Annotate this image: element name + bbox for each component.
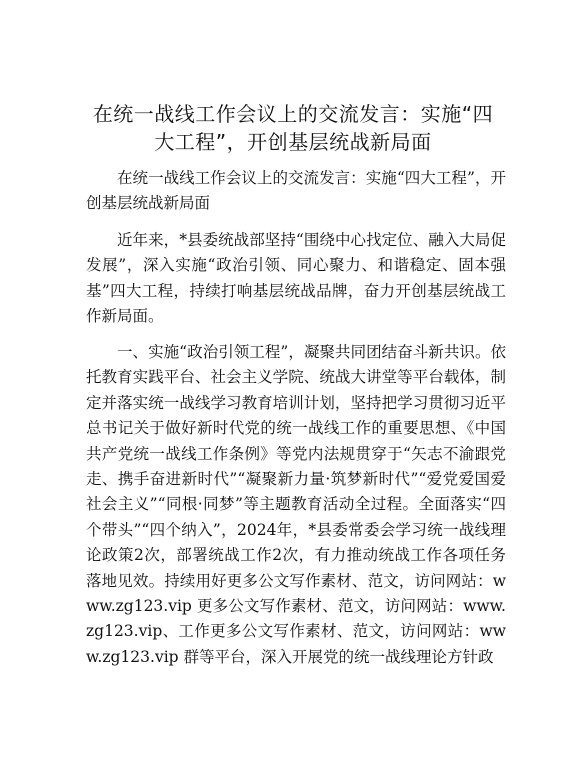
- section-one-paragraph: 一、实施“政治引领工程”，凝聚共同团结奋斗新共识。依托教育实践平台、社会主义学院、统战大讲堂等平台载体，制定并落实统一战线学习教育培训计划，坚持把学习贯彻习近平总书记关于做好新时代党的统一战线工作的重要思想、《中国共产党统一战线工作条例》等党内法规贯穿于“矢志不渝跟党走、携手奋进新时代”“凝聚新力量·筑梦新时代”“爱党爱国爱社会主义”“同根·同梦”等主题教育活动全过程。全面落实“四个带头”“四个纳入”，2024年，*县委常委会学习统一战线理论政策2次，部署统战工作2次，有力推动统战工作各项任务落地见效。持续用好更多公文写作素材、范文，访问网站：www.zg123.vip 更多公文写作素材、范文，访问网站：www.zg123.vip、工作更多公文写作素材、范文，访问网站：www.zg123.vip 群等平台，深入开展党的统一战线理论方针政: [86, 343, 506, 666]
- subtitle-paragraph: 在统一战线工作会议上的交流发言：实施“四大工程”，开创基层统战新局面: [86, 169, 506, 213]
- document-title: 在统一战线工作会议上的交流发言：实施“四大工程”，开创基层统战新局面: [92, 102, 494, 154]
- intro-paragraph: 近年来，*县委统战部坚持“围绕中心找定位、融入大局促发展”，深入实施“政治引领、同心聚力、和谐稳定、固本强基”四大工程，持续打响基层统战品牌，奋力开创基层统战工作新局面。: [86, 231, 506, 326]
